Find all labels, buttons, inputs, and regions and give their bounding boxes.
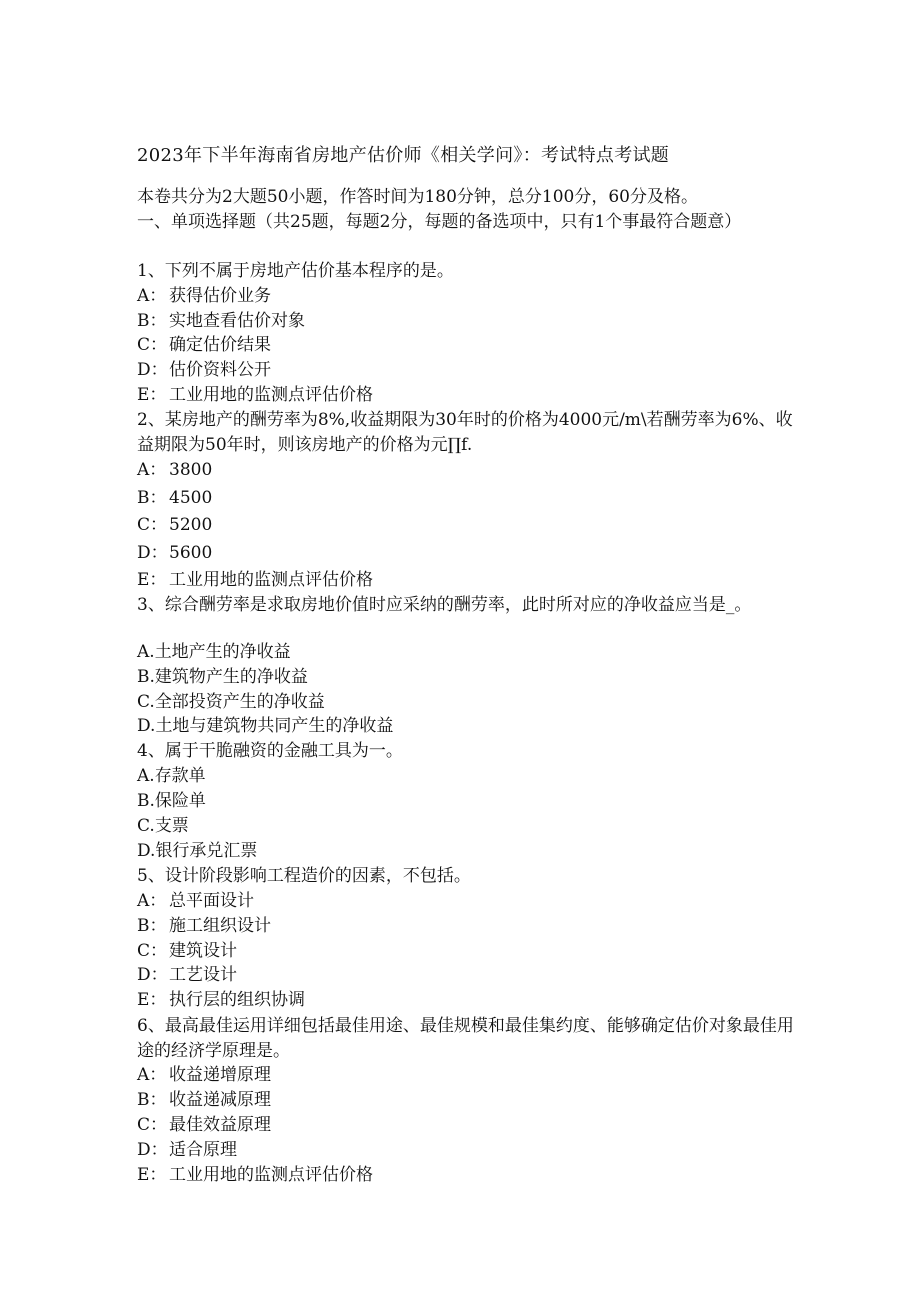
option-text: 确定估价结果 [169, 335, 271, 355]
question-5-option-d [137, 963, 237, 988]
option-label: E： [137, 990, 167, 1010]
option-text: 实地查看估价对象 [169, 311, 305, 331]
option-text: 土地产生的净收益 [154, 642, 291, 662]
option-text: 工业用地的监测点评估价格 [169, 570, 373, 590]
question-4-option-d [137, 839, 257, 864]
question-5-option-a [137, 889, 254, 914]
option-label: A： [137, 286, 167, 306]
option-label: D： [137, 360, 168, 380]
option-label: C： [137, 515, 168, 535]
option-label: A： [137, 1065, 167, 1085]
question-4-option-b [137, 789, 206, 814]
option-text: 工艺设计 [169, 965, 237, 985]
question-3-option-b [137, 665, 308, 690]
question-1-option-e [137, 383, 373, 408]
question-2-option-b [137, 486, 212, 511]
option-label: D. [137, 841, 156, 861]
option-text: 建筑设计 [169, 941, 237, 961]
question-2-option-c [137, 513, 212, 538]
option-text: 5200 [169, 515, 213, 535]
option-label: D： [137, 543, 168, 563]
option-label: B. [137, 791, 155, 811]
option-text: 收益递增原理 [169, 1065, 271, 1085]
option-text: 3800 [169, 460, 213, 480]
question-5-option-c [137, 939, 237, 964]
question-5-stem: 5、设计阶段影响工程造价的因素，不包括。 [137, 866, 471, 886]
question-3-option-c [137, 690, 325, 715]
question-1-option-c [137, 333, 271, 358]
question-4-option-c [137, 814, 189, 839]
option-text: 银行承兑汇票 [155, 841, 258, 861]
option-text: 存款单 [154, 766, 206, 786]
option-label: D. [137, 716, 156, 736]
option-label: C. [137, 816, 155, 836]
question-4-option-a [137, 764, 206, 789]
document-title: 2023年下半年海南省房地产估价师《相关学问》：考试特点考试题 [137, 145, 670, 166]
option-text: 收益递减原理 [169, 1090, 271, 1110]
option-text: 执行层的组织协调 [169, 990, 305, 1010]
option-label: C： [137, 335, 168, 355]
question-2-option-a [137, 458, 212, 483]
question-6-option-b [137, 1088, 271, 1113]
option-label: B： [137, 488, 167, 508]
question-1-option-a [137, 284, 271, 309]
question-4-stem: 4、属于干脆融资的金融工具为一。 [137, 741, 403, 761]
question-6-stem: 6、最高最佳运用详细包括最佳用途、最佳规模和最佳集约度、能够确定估价对象最佳用途的经济学原理是。 [137, 1016, 794, 1061]
question-3-option-a [137, 640, 291, 665]
question-2-stem: 2、某房地产的酬劳率为8%,收益期限为30年时的价格为4000元/m\若酬劳率为6%、收益期限为50年时，则该房地产的价格为元∏f. [137, 410, 793, 455]
option-text: 适合原理 [169, 1140, 237, 1160]
option-label: C： [137, 941, 168, 961]
option-text: 4500 [169, 488, 213, 508]
exam-intro: 本卷共分为2大题50小题，作答时间为180分钟，总分100分，60分及格。 [137, 187, 698, 207]
option-text: 土地与建筑物共同产生的净收益 [155, 716, 394, 736]
question-6-option-a [137, 1063, 271, 1088]
option-label: A. [137, 766, 155, 786]
option-text: 全部投资产生的净收益 [154, 692, 325, 712]
option-label: B： [137, 311, 167, 331]
option-text: 建筑物产生的净收益 [154, 667, 308, 687]
option-text: 5600 [169, 543, 213, 563]
option-label: A： [137, 891, 167, 911]
option-label: D： [137, 965, 168, 985]
question-3-stem: 3、综合酬劳率是求取房地价值时应采纳的酬劳率，此时所对应的净收益应当是_。 [137, 595, 752, 615]
option-label: D： [137, 1140, 168, 1160]
question-6-option-e [137, 1163, 373, 1188]
option-text: 最佳效益原理 [169, 1115, 271, 1135]
question-1-stem: 1、下列不属于房地产估价基本程序的是。 [137, 261, 454, 281]
option-label: C. [137, 692, 155, 712]
option-label: B： [137, 916, 167, 936]
question-1-option-b [137, 309, 305, 334]
option-label: C： [137, 1115, 168, 1135]
option-text: 估价资料公开 [169, 360, 271, 380]
option-text: 总平面设计 [169, 891, 254, 911]
option-text: 施工组织设计 [169, 916, 271, 936]
option-label: E： [137, 385, 167, 405]
question-1-option-d [137, 358, 271, 383]
option-label: B： [137, 1090, 167, 1110]
option-text: 获得估价业务 [169, 286, 271, 306]
option-text: 支票 [154, 816, 189, 836]
option-label: A. [137, 642, 155, 662]
option-text: 工业用地的监测点评估价格 [169, 385, 373, 405]
question-2-option-e [137, 568, 373, 593]
option-label: E： [137, 1165, 167, 1185]
option-text: 工业用地的监测点评估价格 [169, 1165, 373, 1185]
question-2-option-d [137, 541, 212, 566]
question-3-option-d [137, 714, 393, 739]
section-heading: 一、单项选择题（共25题，每题2分，每题的备选项中，只有1个事最符合题意） [137, 212, 742, 232]
question-5-option-b [137, 914, 271, 939]
option-text: 保险单 [154, 791, 206, 811]
question-6-option-c [137, 1113, 271, 1138]
question-5-option-e [137, 988, 305, 1013]
option-label: E： [137, 570, 167, 590]
option-label: A： [137, 460, 167, 480]
question-6-option-d [137, 1138, 237, 1163]
option-label: B. [137, 667, 155, 687]
